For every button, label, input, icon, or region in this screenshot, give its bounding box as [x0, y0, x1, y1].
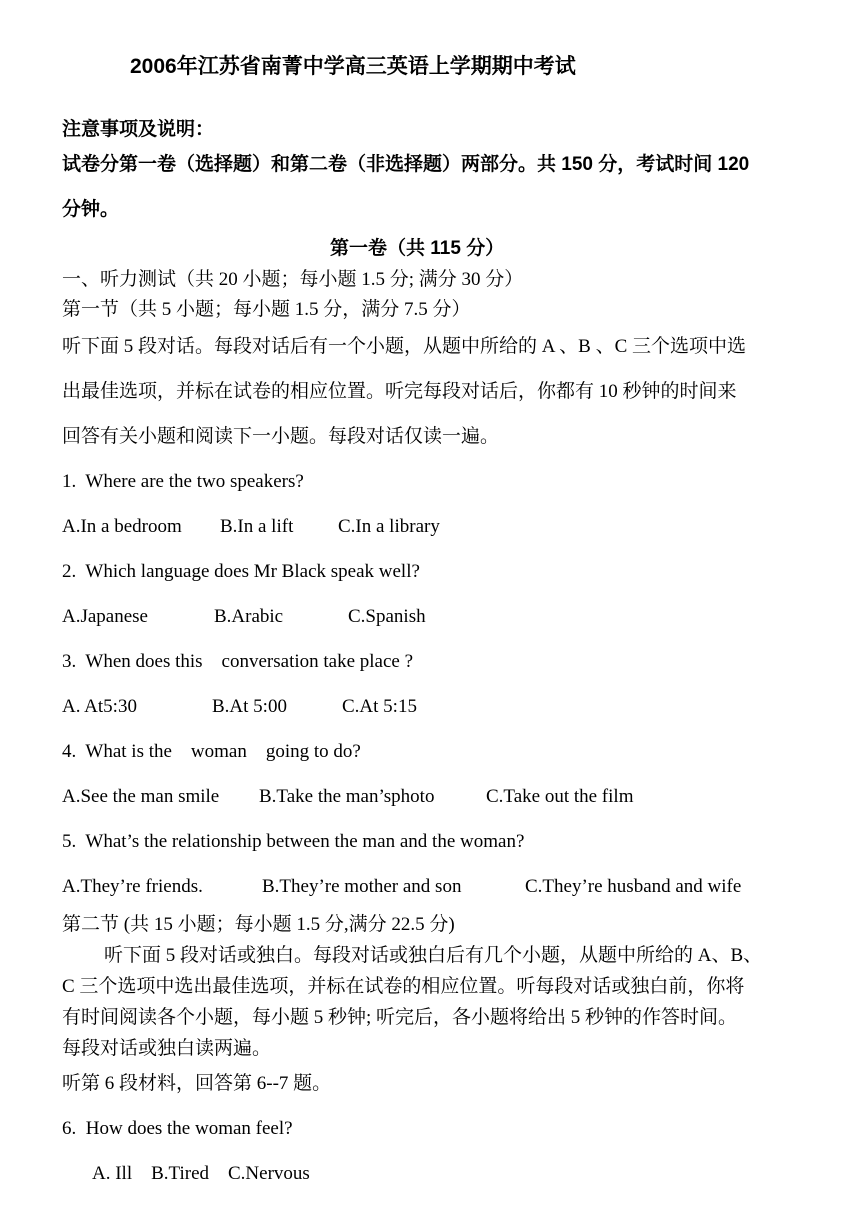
question-5-stem: 5. What’s the relationship between the man and the woman? — [62, 831, 525, 852]
question-3-option-a: A. At5:30 — [62, 696, 137, 717]
section-1-instruction-line: 出最佳选项，并标在试卷的相应位置。听完每段对话后，你都有 10 秒钟的时间来 — [62, 381, 737, 402]
question-3-option-c: C.At 5:15 — [342, 696, 417, 717]
question-1-option-a: A.In a bedroom — [62, 516, 182, 537]
section-2-instruction-line: 听下面 5 段对话或独白。每段对话或独白后有几个小题，从题中所给的 A、B、 — [104, 945, 763, 966]
question-5-option-a: A.They’re friends. — [62, 876, 203, 897]
question-5-option-c: C.They’re husband and wife — [525, 876, 742, 897]
question-1-stem: 1. Where are the two speakers? — [62, 471, 304, 492]
question-3-stem: 3. When does this conversation take place ? — [62, 651, 414, 672]
question-4-option-b: B.Take the man’sphoto — [259, 786, 435, 807]
part-1-heading: 一、听力测试（共 20 小题；每小题 1.5 分; 满分 30 分） — [62, 269, 524, 290]
notice-line-2: 分钟。 — [62, 199, 120, 220]
question-2-option-b: B.Arabic — [214, 606, 284, 627]
question-3-option-b: B.At 5:00 — [212, 696, 287, 717]
question-2-option-a: A.Japanese — [62, 606, 148, 627]
question-6-stem: 6. How does the woman feel? — [62, 1118, 293, 1139]
question-4-option-c: C.Take out the film — [486, 786, 634, 807]
section-2-instruction-line: C 三个选项中选出最佳选项，并标在试卷的相应位置。听每段对话或独白前，你将 — [62, 976, 745, 997]
section-1-heading: 第一节（共 5 小题；每小题 1.5 分，满分 7.5 分） — [62, 299, 471, 320]
notice-heading: 注意事项及说明： — [62, 119, 215, 140]
section-2-heading: 第二节 (共 15 小题；每小题 1.5 分,满分 22.5 分) — [62, 914, 455, 935]
question-2-stem: 2. Which language does Mr Black speak well? — [62, 561, 420, 582]
question-5-option-b: B.They’re mother and son — [262, 876, 462, 897]
question-6-options: A. Ill B.Tired C.Nervous — [92, 1163, 310, 1184]
question-1-option-b: B.In a lift — [220, 516, 294, 537]
question-2-option-c: C.Spanish — [348, 606, 426, 627]
section-1-instruction-line: 听下面 5 段对话。每段对话后有一个小题，从题中所给的 A 、B 、C 三个选项中选 — [62, 336, 747, 357]
material-6-heading: 听第 6 段材料，回答第 6--7 题。 — [62, 1073, 332, 1094]
question-4-option-a: A.See the man smile — [62, 786, 220, 807]
question-4-stem: 4. What is the woman going to do? — [62, 741, 361, 762]
section-1-instruction-line: 回答有关小题和阅读下一小题。每段对话仅读一遍。 — [62, 426, 500, 447]
section-2-instruction-line: 每段对话或独白读两遍。 — [62, 1038, 272, 1059]
page-title: 2006年江苏省南菁中学高三英语上学期期中考试 — [130, 55, 576, 78]
volume-1-heading: 第一卷（共 115 分） — [330, 238, 505, 259]
notice-line-1: 试卷分第一卷（选择题）和第二卷（非选择题）两部分。共 150 分，考试时间 120 — [62, 154, 750, 175]
section-2-instruction-line: 有时间阅读各个小题，每小题 5 秒钟; 听完后，各小题将给出 5 秒钟的作答时间。 — [62, 1007, 738, 1028]
question-1-option-c: C.In a library — [338, 516, 440, 537]
